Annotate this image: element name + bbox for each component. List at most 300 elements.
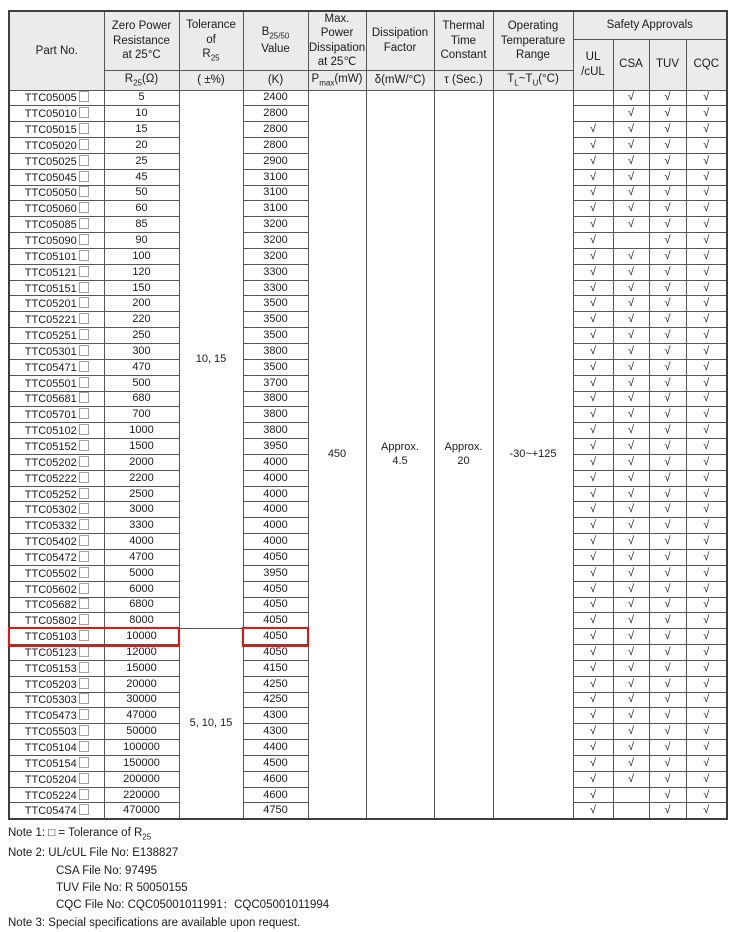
b-value-cell: 3950: [243, 565, 308, 581]
part-no-cell: [9, 138, 104, 154]
b-value-cell: 4300: [243, 724, 308, 740]
resistance-cell: 470000: [104, 803, 179, 819]
b-value-cell: 2800: [243, 122, 308, 138]
approval-cell-csa: √: [613, 296, 649, 312]
approval-cell-tuv: √: [649, 296, 686, 312]
approval-cell-cqc: √: [686, 787, 727, 803]
resistance-cell: 15: [104, 122, 179, 138]
approval-cell-cqc: √: [686, 359, 727, 375]
approval-cell-csa: √: [613, 90, 649, 106]
part-no-text: TTC05123: [24, 646, 77, 659]
approval-cell-csa: √: [613, 470, 649, 486]
approval-cell-cqc: √: [686, 106, 727, 122]
part-no-text: TTC05152: [24, 440, 77, 453]
approval-cell-tuv: √: [649, 439, 686, 455]
header-max-power-dissipation: Max. Power Dissipation at 25℃: [308, 13, 366, 69]
b-value-cell: 3100: [243, 201, 308, 217]
approval-cell-ul: [573, 90, 613, 106]
approval-cell-csa: √: [613, 312, 649, 328]
tolerance-code-box: [79, 123, 89, 134]
approval-cell-tuv: √: [649, 344, 686, 360]
approval-cell-ul: √: [573, 264, 613, 280]
header-cqc: CQC: [686, 39, 727, 90]
approval-cell-tuv: √: [649, 106, 686, 122]
tolerance-code-box: [79, 503, 89, 514]
thermistor-spec-table: [8, 10, 727, 820]
approval-cell-ul: √: [573, 328, 613, 344]
part-no-cell: [9, 312, 104, 328]
approval-cell-cqc: √: [686, 138, 727, 154]
header-tuv: TUV: [649, 39, 686, 90]
approval-cell-csa: √: [613, 375, 649, 391]
resistance-cell: 4700: [104, 549, 179, 565]
approval-cell-csa: √: [613, 280, 649, 296]
part-no-text: TTC05060: [24, 203, 77, 216]
part-no-text: TTC05474: [24, 805, 77, 818]
approval-cell-cqc: √: [686, 454, 727, 470]
approval-cell-csa: √: [613, 106, 649, 122]
tolerance-code-box: [79, 234, 89, 245]
part-no-text: TTC05085: [24, 219, 77, 232]
tolerance-code-box: [79, 392, 89, 403]
approval-cell-ul: √: [573, 708, 613, 724]
part-no-text: TTC05472: [24, 551, 77, 564]
part-no-cell: [9, 344, 104, 360]
approval-cell-csa: √: [613, 439, 649, 455]
tolerance-code-box: [79, 583, 89, 594]
tolerance-code-box: [79, 456, 89, 467]
resistance-cell: 10: [104, 106, 179, 122]
approval-cell-cqc: √: [686, 90, 727, 106]
approval-cell-csa: √: [613, 423, 649, 439]
resistance-cell: 60: [104, 201, 179, 217]
part-no-cell: [9, 407, 104, 423]
approval-cell-cqc: √: [686, 645, 727, 661]
part-no-text: TTC05025: [24, 155, 77, 168]
resistance-cell: 5000: [104, 565, 179, 581]
tolerance-code-box: [79, 678, 89, 689]
tolerance-code-box: [79, 741, 89, 752]
unit-tolerance: ( ±%): [179, 70, 243, 90]
tolerance-code-box: [79, 598, 89, 609]
part-no-text: TTC05045: [24, 171, 77, 184]
approval-cell-tuv: √: [649, 518, 686, 534]
approval-cell-cqc: √: [686, 581, 727, 597]
part-no-text: TTC05015: [24, 124, 77, 137]
part-no-cell: [9, 423, 104, 439]
header-operating-temperature-range: Operating Temperature Range: [493, 11, 573, 70]
b-value-cell: 3500: [243, 328, 308, 344]
approval-cell-ul: [573, 106, 613, 122]
part-no-cell: [9, 597, 104, 613]
part-no-cell: [9, 470, 104, 486]
approval-cell-tuv: √: [649, 676, 686, 692]
b-value-cell: 4500: [243, 755, 308, 771]
approval-cell-ul: √: [573, 407, 613, 423]
part-no-text: TTC05005: [24, 92, 77, 105]
tolerance-code-box: [79, 535, 89, 546]
approval-cell-tuv: √: [649, 217, 686, 233]
resistance-cell: 100000: [104, 740, 179, 756]
part-no-text: TTC05203: [24, 678, 77, 691]
part-no-text: TTC05332: [24, 520, 77, 533]
approval-cell-tuv: √: [649, 90, 686, 106]
approval-cell-cqc: √: [686, 470, 727, 486]
approval-cell-ul: √: [573, 359, 613, 375]
approval-cell-tuv: √: [649, 581, 686, 597]
part-no-cell: [9, 280, 104, 296]
part-no-cell: [9, 803, 104, 819]
approval-cell-csa: [613, 787, 649, 803]
resistance-cell: 120: [104, 264, 179, 280]
resistance-cell: 700: [104, 407, 179, 423]
tolerance-code-box: [79, 218, 89, 229]
part-no-text: TTC05224: [24, 789, 77, 802]
approval-cell-tuv: √: [649, 486, 686, 502]
approval-cell-cqc: √: [686, 549, 727, 565]
approval-cell-csa: √: [613, 344, 649, 360]
approval-cell-ul: √: [573, 565, 613, 581]
b-value-cell: 4150: [243, 660, 308, 676]
part-no-cell: [9, 755, 104, 771]
b-value-cell: 3800: [243, 423, 308, 439]
part-no-text: TTC05301: [24, 345, 77, 358]
resistance-cell: 30000: [104, 692, 179, 708]
tolerance-code-box: [79, 329, 89, 340]
approval-cell-tuv: √: [649, 328, 686, 344]
note-line: Note 3: Special specifications are available upon request.: [8, 916, 301, 929]
b-value-cell: 4000: [243, 470, 308, 486]
tolerance-code-box: [79, 725, 89, 736]
part-no-cell: [9, 771, 104, 787]
resistance-cell: 470: [104, 359, 179, 375]
tolerance-code-box: [79, 266, 89, 277]
part-no-cell: [9, 106, 104, 122]
part-no-text: TTC05252: [24, 488, 77, 501]
tolerance-code-box: [79, 297, 89, 308]
approval-cell-csa: √: [613, 185, 649, 201]
b-value-cell: 3500: [243, 312, 308, 328]
approval-cell-csa: √: [613, 613, 649, 629]
approval-cell-tuv: √: [649, 629, 686, 645]
spec-table-body: [9, 90, 727, 819]
part-no-cell: [9, 676, 104, 692]
approval-cell-tuv: √: [649, 248, 686, 264]
approval-cell-cqc: √: [686, 312, 727, 328]
unit-r25: $R_{25}(\Omega)$: [104, 70, 179, 90]
b-value-cell: 4000: [243, 502, 308, 518]
approval-cell-csa: √: [613, 407, 649, 423]
tolerance-code-box: [79, 361, 89, 372]
approval-cell-csa: √: [613, 153, 649, 169]
tolerance-code-box: [79, 519, 89, 530]
approval-cell-csa: √: [613, 676, 649, 692]
operating-range-cell: -30~+125: [493, 90, 573, 819]
approval-cell-ul: √: [573, 296, 613, 312]
tolerance-code-box: [79, 91, 89, 102]
approval-cell-tuv: √: [649, 771, 686, 787]
resistance-cell: 1500: [104, 439, 179, 455]
tolerance-code-box: [79, 282, 89, 293]
approval-cell-cqc: √: [686, 185, 727, 201]
approval-cell-csa: √: [613, 328, 649, 344]
b-value-cell: 4600: [243, 787, 308, 803]
part-no-text: TTC05090: [24, 235, 77, 248]
tolerance-group-cell: 10, 15: [179, 90, 243, 629]
approval-cell-tuv: √: [649, 549, 686, 565]
approval-cell-cqc: √: [686, 264, 727, 280]
approval-cell-cqc: √: [686, 233, 727, 249]
approval-cell-tuv: √: [649, 122, 686, 138]
resistance-cell: 220: [104, 312, 179, 328]
approval-cell-cqc: √: [686, 740, 727, 756]
approval-cell-cqc: √: [686, 423, 727, 439]
approval-cell-ul: √: [573, 470, 613, 486]
approval-cell-csa: √: [613, 122, 649, 138]
b-value-cell: 4250: [243, 692, 308, 708]
approval-cell-csa: √: [613, 581, 649, 597]
part-no-cell: [9, 169, 104, 185]
part-no-text: TTC05020: [24, 139, 77, 152]
approval-cell-csa: √: [613, 534, 649, 550]
resistance-cell: 12000: [104, 645, 179, 661]
part-no-cell: [9, 90, 104, 106]
resistance-cell: 20: [104, 138, 179, 154]
header-tolerance: Tolerance of $R_{25}$: [179, 11, 243, 70]
approval-cell-ul: √: [573, 518, 613, 534]
resistance-cell: 50000: [104, 724, 179, 740]
approval-cell-csa: √: [613, 454, 649, 470]
b-value-cell: 2400: [243, 90, 308, 106]
approval-cell-cqc: √: [686, 122, 727, 138]
unit-operating: $T_L\sim T_U(^\circ C)$: [493, 70, 573, 90]
approval-cell-csa: √: [613, 660, 649, 676]
resistance-cell: 2200: [104, 470, 179, 486]
approval-cell-cqc: √: [686, 344, 727, 360]
approval-cell-csa: √: [613, 169, 649, 185]
part-no-cell: [9, 581, 104, 597]
part-no-cell: [9, 391, 104, 407]
b-value-cell: 2800: [243, 138, 308, 154]
approval-cell-cqc: √: [686, 565, 727, 581]
resistance-cell: 85: [104, 217, 179, 233]
header-zero-power-resistance: Zero Power Resistance at 25°C: [104, 11, 179, 70]
approval-cell-cqc: √: [686, 771, 727, 787]
resistance-cell: 5: [104, 90, 179, 106]
resistance-cell: 47000: [104, 708, 179, 724]
part-no-text: TTC05303: [24, 694, 77, 707]
b-value-cell: 4000: [243, 534, 308, 550]
unit-max-power: $P_{max}(mW)$: [308, 70, 366, 90]
resistance-cell: 45: [104, 169, 179, 185]
part-no-cell: [9, 201, 104, 217]
approval-cell-tuv: √: [649, 534, 686, 550]
tolerance-code-box: [79, 313, 89, 324]
b-value-cell: 3800: [243, 407, 308, 423]
approval-cell-cqc: √: [686, 201, 727, 217]
resistance-cell: 3300: [104, 518, 179, 534]
tolerance-code-box: [79, 646, 89, 657]
approval-cell-tuv: √: [649, 280, 686, 296]
approval-cell-csa: √: [613, 201, 649, 217]
part-no-cell: [9, 645, 104, 661]
resistance-cell: 6800: [104, 597, 179, 613]
part-no-cell: [9, 185, 104, 201]
approval-cell-cqc: √: [686, 407, 727, 423]
approval-cell-ul: √: [573, 391, 613, 407]
part-no-text: TTC05471: [24, 361, 77, 374]
tolerance-code-box: [79, 440, 89, 451]
tolerance-code-box: [79, 789, 89, 800]
resistance-cell: 150000: [104, 755, 179, 771]
b-value-cell: 4050: [243, 613, 308, 629]
tolerance-code-box: [79, 567, 89, 578]
b-value-cell: 4400: [243, 740, 308, 756]
approval-cell-cqc: √: [686, 755, 727, 771]
part-no-text: TTC05151: [24, 282, 77, 295]
approval-cell-tuv: √: [649, 613, 686, 629]
resistance-cell: 8000: [104, 613, 179, 629]
b-value-cell: 4600: [243, 771, 308, 787]
part-no-cell: [9, 502, 104, 518]
approval-cell-ul: √: [573, 771, 613, 787]
approval-cell-csa: √: [613, 248, 649, 264]
approval-cell-csa: √: [613, 486, 649, 502]
notes: [8, 825, 734, 932]
approval-cell-ul: √: [573, 201, 613, 217]
part-no-cell: [9, 518, 104, 534]
approval-cell-cqc: √: [686, 328, 727, 344]
approval-cell-csa: √: [613, 740, 649, 756]
approval-cell-csa: √: [613, 771, 649, 787]
tolerance-code-box: [79, 630, 89, 641]
b-value-cell: 3700: [243, 375, 308, 391]
approval-cell-cqc: √: [686, 660, 727, 676]
tolerance-code-box: [79, 757, 89, 768]
approval-cell-csa: √: [613, 391, 649, 407]
part-no-cell: [9, 328, 104, 344]
approval-cell-csa: √: [613, 708, 649, 724]
approval-cell-ul: √: [573, 217, 613, 233]
part-no-text: TTC05502: [24, 567, 77, 580]
tolerance-code-box: [79, 424, 89, 435]
approval-cell-tuv: √: [649, 375, 686, 391]
approval-cell-csa: [613, 803, 649, 819]
thermal-constant-cell: Approx. 20: [434, 90, 493, 819]
part-no-text: TTC05682: [24, 599, 77, 612]
part-no-text: TTC05501: [24, 377, 77, 390]
tolerance-code-box: [79, 250, 89, 261]
approval-cell-cqc: √: [686, 502, 727, 518]
part-no-cell: [9, 629, 104, 645]
approval-cell-cqc: √: [686, 391, 727, 407]
approval-cell-tuv: √: [649, 169, 686, 185]
resistance-cell: 220000: [104, 787, 179, 803]
part-no-cell: [9, 296, 104, 312]
approval-cell-cqc: √: [686, 439, 727, 455]
tolerance-code-box: [79, 171, 89, 182]
part-no-text: TTC05101: [24, 250, 77, 263]
part-no-cell: [9, 692, 104, 708]
b-value-cell: 4050: [243, 597, 308, 613]
resistance-cell: 250: [104, 328, 179, 344]
b-value-cell: 3800: [243, 391, 308, 407]
approval-cell-ul: √: [573, 138, 613, 154]
approval-cell-tuv: √: [649, 201, 686, 217]
approval-cell-csa: √: [613, 264, 649, 280]
approval-cell-csa: √: [613, 138, 649, 154]
approval-cell-ul: √: [573, 375, 613, 391]
approval-cell-csa: √: [613, 217, 649, 233]
note-line: CQC File No: CQC05001011991：CQC05001011994: [56, 899, 330, 912]
resistance-cell: 200000: [104, 771, 179, 787]
approval-cell-ul: √: [573, 787, 613, 803]
approval-cell-tuv: √: [649, 502, 686, 518]
dissipation-factor-cell: Approx. 4.5: [366, 90, 434, 819]
part-no-cell: [9, 708, 104, 724]
part-no-cell: [9, 534, 104, 550]
approval-cell-ul: √: [573, 233, 613, 249]
resistance-cell: 150: [104, 280, 179, 296]
b-value-cell: 3200: [243, 217, 308, 233]
resistance-cell: 2500: [104, 486, 179, 502]
approval-cell-tuv: √: [649, 454, 686, 470]
part-no-text: TTC05010: [24, 108, 77, 121]
approval-cell-ul: √: [573, 423, 613, 439]
part-no-text: TTC05121: [24, 266, 77, 279]
approval-cell-ul: √: [573, 613, 613, 629]
part-no-text: TTC05153: [24, 662, 77, 675]
part-no-text: TTC05221: [24, 314, 77, 327]
resistance-cell: 15000: [104, 660, 179, 676]
approval-cell-tuv: √: [649, 565, 686, 581]
approval-cell-ul: √: [573, 660, 613, 676]
approval-cell-tuv: √: [649, 138, 686, 154]
b-value-cell: 2900: [243, 153, 308, 169]
approval-cell-tuv: √: [649, 740, 686, 756]
approval-cell-ul: √: [573, 692, 613, 708]
approval-cell-cqc: √: [686, 153, 727, 169]
approval-cell-ul: √: [573, 549, 613, 565]
tolerance-code-box: [79, 408, 89, 419]
tolerance-code-box: [79, 551, 89, 562]
approval-cell-tuv: √: [649, 692, 686, 708]
approval-cell-tuv: √: [649, 708, 686, 724]
part-no-text: TTC05681: [24, 393, 77, 406]
approval-cell-tuv: √: [649, 597, 686, 613]
approval-cell-tuv: √: [649, 755, 686, 771]
tolerance-code-box: [79, 186, 89, 197]
approval-cell-ul: √: [573, 581, 613, 597]
resistance-cell: 10000: [104, 629, 179, 645]
approval-cell-cqc: √: [686, 217, 727, 233]
header-safety-approvals: Safety Approvals: [573, 11, 727, 39]
b-value-cell: 3200: [243, 248, 308, 264]
approval-cell-ul: √: [573, 153, 613, 169]
approval-cell-tuv: √: [649, 185, 686, 201]
approval-cell-tuv: √: [649, 233, 686, 249]
resistance-cell: 500: [104, 375, 179, 391]
resistance-cell: 20000: [104, 676, 179, 692]
tolerance-code-box: [79, 773, 89, 784]
approval-cell-csa: [613, 233, 649, 249]
max-power-cell: 450: [308, 90, 366, 819]
part-no-text: TTC05222: [24, 472, 77, 485]
b-value-cell: 4050: [243, 549, 308, 565]
tolerance-code-box: [79, 662, 89, 673]
approval-cell-ul: √: [573, 534, 613, 550]
resistance-cell: 2000: [104, 454, 179, 470]
